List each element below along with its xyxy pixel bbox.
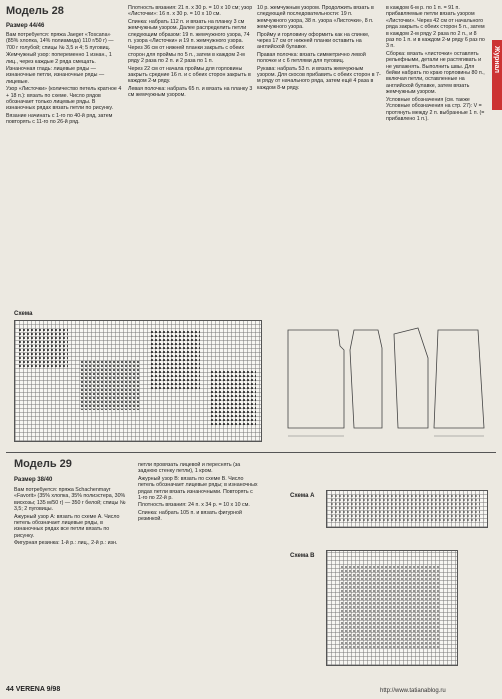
text-block: Фигурная резинка: 1-й р.: лиц., 2-й р.: изн.: [14, 540, 118, 547]
text-block: Вам потребуется: пряжа Schachenmayr «Favorit» (35% хлопка, 35% полиэстера, 30% вискозы; 135 м/50 г) — 350 г белой; спицы № 3,5; 2 пуговицы.: [14, 487, 126, 513]
model29-size: Размер 38/40: [14, 477, 53, 483]
text-block: Вязание начинать с 1-го по 40-й ряд, затем повторять с 11-го по 26-й ряд.: [6, 112, 113, 126]
section-tab: [492, 40, 502, 110]
schema-label: Схема: [14, 311, 33, 317]
front-piece: [394, 328, 428, 428]
chart-pattern: [150, 330, 200, 390]
chart-pattern: [80, 360, 140, 410]
model29-title: Модель 29: [14, 458, 72, 470]
model28-size: Размер 44/46: [6, 23, 45, 29]
text-block: Пройму и горловину оформить как на спинке, через 17 см от нижней планки оставить на английской булавке.: [257, 31, 370, 51]
model29-column-2: [138, 462, 258, 684]
model28-column-3: [257, 5, 382, 306]
model28-column-4: [386, 5, 486, 306]
text-block: Сборка: вязать «листочки» оставлять рельефными, детали не растягивать и не увлажнять. Выполнить швы. Для бейки набрать по краю горловины 80 п., включая петли, оставленные на английской булавке, затем вязать жемчужным узором.: [386, 50, 485, 96]
text-block: в каждом 6-м р. по 1 п. = 91 п. прибавляемые петли вязать узором «Листочки». Через 42 см от начального ряда закрыть с обеих сторон 5 п., затем в каждом 2-м ряду 2 раза по 2 п., и 8 раз по 1 п. и в каждом 2-м ряду 6 раз по 3 п.: [386, 5, 485, 50]
schema-a-label: Схема А: [290, 493, 315, 499]
text-block: Условные обозначения (см. также Условные обозначения на стр. 27): V = протянуть между 2 п. выбранные 1 п. (= прибавлено 1 п.).: [386, 96, 485, 122]
text-block: Вам потребуется: пряжа Jaeger «Toscana» (85% хлопка, 14% полиамида) 110 г/50 г) — 700 г голубой; спицы № 3,5 и 4; 5 пуговиц.: [6, 32, 114, 51]
text-block: Правая полочка: вязать симметрично левой полочке и с 6 петлями для пуговиц.: [257, 51, 366, 65]
text-block: Рукава: набрать 53 п. и вязать жемчужным узором. Для скосов прибавить с обеих сторон в 7-м ряду от начального ряда, затем ещё 4 раза в каждом 8-м ряду.: [257, 65, 381, 91]
text-block: Ажурный узор А: вязать по схеме А. Число петель обозначает лицевые ряды, в изнаночных рядах все петли вязать по рисунку.: [14, 513, 120, 539]
model28-column-2: [128, 5, 253, 306]
section-tab-label: Журнал: [493, 46, 500, 73]
text-block: петли провязать лицевой и переснять (за заднюю стенку петли), 1 кром.: [138, 462, 241, 475]
chart-pattern: [18, 328, 68, 368]
text-block: Изнаночная гладь: лицевые ряды — изнаночные петли, изнаночные ряды — лицевые.: [6, 66, 105, 85]
model28-title: Модель 28: [6, 5, 64, 17]
text-block: Через 22 см от начала проймы для горловины закрыть средние 16 п. и с обеих сторон закрыть в каждом 2-м ряду.: [128, 65, 251, 85]
garment-diagrams: [278, 318, 494, 448]
chart-pattern: [340, 565, 440, 650]
page-footer: 44 VERENA 9/98: [6, 686, 61, 693]
front-piece: [350, 330, 382, 428]
text-block: Спинка: набрать 112 п. и вязать на планку 3 см жемчужным узором. Далее распределить петли следующим образом: 19 п. жемчужного узора, 74 п. узора «Листочки» и 19 п. жемчужного узора.: [128, 18, 250, 45]
model28-column-1: [6, 32, 123, 306]
watermark: http://www.tatianablog.ru: [380, 688, 446, 694]
chart-pattern: [330, 494, 480, 522]
section-divider: [6, 452, 496, 453]
text-block: Через 36 см от нижней планки закрыть с обеих сторон для проймы по 5 п., затем в каждом 2-м ряду 2 раза по 2 п. и 2 раза по 1 п.: [128, 45, 245, 65]
text-block: Жемчужный узор: попеременно 1 изнан., 1 лиц., через каждые 2 ряда смещать.: [6, 52, 112, 65]
text-block: 10 р. жемчужным узором. Продолжить вязать в следующей последовательности: 19 п. жемчужного узора, 38 п. узора «Листочки», 8 п. жемчужного узора.: [257, 5, 374, 31]
model29-column-1: [14, 487, 130, 683]
text-block: Левая полочка: набрать 65 п. и вязать на планку 3 см жемчужным узором.: [128, 85, 253, 99]
text-block: Спинка: набрать 105 п. и вязать фигурной резинкой.: [138, 509, 242, 523]
sleeve-piece: [434, 330, 484, 428]
schema-b-label: Схема В: [290, 553, 315, 559]
chart-pattern: [210, 370, 256, 426]
text-block: Узор «Листочки» (количество петель кратное 4 + 18 п.): вязать по схеме. Число рядов обозначает только лицевые ряды. В изнаночных рядах вязать петли по рисунку.: [6, 86, 122, 112]
text-block: Ажурный узор В: вязать по схеме В. Число петель обозначает лицевые ряды; в изнаночных рядах петли вязать изнаночными. Повторять с 1-го по 22-й р.: [138, 475, 258, 502]
text-block: Плотность вязания: 24 п. х 34 р. = 10 х 10 см.: [138, 502, 250, 509]
text-block: Плотность вязания: 21 п. х 30 р. = 10 х 10 см; узор «Листочки»: 16 п. х 30 р. = 10 х 10 см.: [128, 5, 253, 18]
back-piece: [288, 330, 344, 428]
